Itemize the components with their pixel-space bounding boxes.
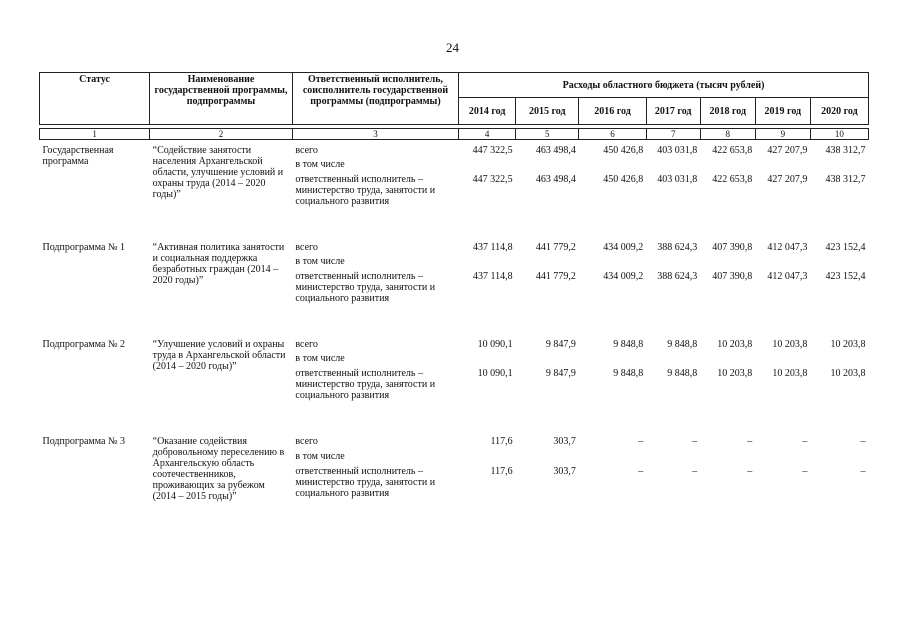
column-number: 8 xyxy=(700,129,755,140)
program-row xyxy=(40,237,869,253)
amount-total: 117,6 xyxy=(490,436,513,447)
amount-total: 9 848,8 xyxy=(613,339,644,350)
amount-responsible: 117,6 xyxy=(490,466,513,478)
amount-responsible: 388 624,3 xyxy=(657,271,698,282)
amount-total: – xyxy=(638,436,644,447)
amount-responsible: 434 009,2 xyxy=(603,271,644,282)
header-responsible: Ответственный исполнитель, соисполнитель государственной программы (подпрограммы) xyxy=(292,73,458,125)
program-row xyxy=(40,334,869,350)
amount-total: 450 426,8 xyxy=(603,145,644,156)
row-status: Государственная программа xyxy=(42,145,114,167)
header-year: 2014 год xyxy=(459,98,516,125)
amount-responsible: 10 203,8 xyxy=(717,368,753,379)
row-responsible-label: ответственный исполнитель – министерство труда, занятости и социального развития xyxy=(295,174,436,207)
header-expenses: Расходы областного бюджета (тысяч рублей) xyxy=(459,73,869,98)
row-status: Подпрограмма № 2 xyxy=(42,339,125,350)
amount-total: 9 848,8 xyxy=(667,339,698,350)
program-row xyxy=(40,431,869,448)
amount-responsible: 9 848,8 xyxy=(613,368,644,379)
row-responsible-label: ответственный исполнитель – министерство труда, занятости и социального развития xyxy=(295,368,436,401)
amount-total: – xyxy=(692,436,698,447)
row-responsible-label: ответственный исполнитель – министерство труда, занятости и социального развития xyxy=(295,271,436,304)
program-row xyxy=(40,140,869,157)
header-year: 2020 год xyxy=(810,98,868,125)
amount-total: – xyxy=(747,436,753,447)
header-year: 2019 год xyxy=(755,98,810,125)
column-number: 4 xyxy=(459,129,516,140)
amount-responsible: 10 203,8 xyxy=(772,368,808,379)
amount-responsible: 447 322,5 xyxy=(472,174,513,185)
amount-total: 441 779,2 xyxy=(535,242,576,253)
amount-responsible: 10 203,8 xyxy=(830,368,866,379)
header-program-name: Наименование государственной программы, подпрограммы xyxy=(150,73,293,125)
row-total-label: всего xyxy=(295,242,318,253)
amount-responsible: 9 847,9 xyxy=(545,368,576,379)
column-number: 9 xyxy=(755,129,810,140)
amount-total: 463 498,4 xyxy=(535,145,576,156)
amount-total: 9 847,9 xyxy=(545,339,576,350)
amount-total: 10 203,8 xyxy=(772,339,808,350)
amount-responsible: 403 031,8 xyxy=(657,174,698,185)
page-number: 24 xyxy=(446,40,459,55)
row-program-name: “Оказание содействия добровольному переселению в Архангельскую область соотечественников, проживающих за рубежом (2014 – 2015 годы)” xyxy=(152,436,285,502)
row-including-label: в том числе xyxy=(295,451,345,463)
row-total-label: всего xyxy=(295,145,318,156)
row-including-label: в том числе xyxy=(295,159,345,170)
amount-total: 423 152,4 xyxy=(825,242,866,253)
budget-table xyxy=(39,72,869,502)
amount-responsible: – xyxy=(747,466,753,478)
amount-responsible: 10 090,1 xyxy=(477,368,513,379)
amount-total: 407 390,8 xyxy=(712,242,753,253)
header-year: 2017 год xyxy=(646,98,700,125)
column-number: 6 xyxy=(579,129,646,140)
amount-total: 303,7 xyxy=(553,436,576,447)
column-number: 7 xyxy=(646,129,700,140)
column-number: 2 xyxy=(150,129,293,140)
amount-responsible: 407 390,8 xyxy=(712,271,753,282)
row-status: Подпрограмма № 3 xyxy=(42,436,125,447)
row-total-label: всего xyxy=(295,339,318,350)
column-number: 1 xyxy=(40,129,150,140)
row-total-label: всего xyxy=(295,436,318,447)
amount-total: – xyxy=(860,436,866,447)
amount-total: 447 322,5 xyxy=(472,145,513,156)
amount-total: 437 114,8 xyxy=(473,242,513,253)
amount-responsible: 438 312,7 xyxy=(825,174,866,185)
row-status: Подпрограмма № 1 xyxy=(42,242,125,253)
amount-responsible: 441 779,2 xyxy=(535,271,576,282)
header-year: 2015 год xyxy=(516,98,579,125)
amount-responsible: 423 152,4 xyxy=(825,271,866,282)
header-year: 2018 год xyxy=(700,98,755,125)
header-status: Статус xyxy=(40,73,150,125)
amount-responsible: – xyxy=(860,466,866,478)
amount-responsible: 450 426,8 xyxy=(603,174,644,185)
header-year: 2016 год xyxy=(579,98,646,125)
amount-total: – xyxy=(802,436,808,447)
row-responsible-label: ответственный исполнитель – министерство труда, занятости и социального развития xyxy=(295,466,436,500)
amount-responsible: 463 498,4 xyxy=(535,174,576,185)
amount-total: 10 203,8 xyxy=(717,339,753,350)
column-number: 3 xyxy=(292,129,458,140)
amount-total: 438 312,7 xyxy=(825,145,866,156)
amount-responsible: – xyxy=(692,466,698,478)
amount-responsible: 437 114,8 xyxy=(473,271,513,282)
amount-responsible: 9 848,8 xyxy=(667,368,698,379)
amount-total: 427 207,9 xyxy=(767,145,808,156)
amount-responsible: – xyxy=(638,466,644,478)
amount-responsible: 427 207,9 xyxy=(767,174,808,185)
amount-total: 422 653,8 xyxy=(712,145,753,156)
amount-total: 388 624,3 xyxy=(657,242,698,253)
amount-responsible: 412 047,3 xyxy=(767,271,808,282)
row-including-label: в том числе xyxy=(295,353,345,364)
row-program-name: “Содействие занятости населения Архангельской области, улучшение условий и охраны труда (2014 – 2020 годы)” xyxy=(152,145,284,200)
column-number: 10 xyxy=(810,129,868,140)
row-program-name: “Активная политика занятости и социальная поддержка безработных граждан (2014 – 2020 годы)” xyxy=(152,242,285,286)
amount-total: 434 009,2 xyxy=(603,242,644,253)
amount-responsible: 303,7 xyxy=(553,466,576,478)
row-program-name: “Улучшение условий и охраны труда в Архангельской области (2014 – 2020 годы)” xyxy=(152,339,286,372)
amount-responsible: 422 653,8 xyxy=(712,174,753,185)
amount-total: 412 047,3 xyxy=(767,242,808,253)
amount-total: 10 090,1 xyxy=(477,339,513,350)
column-number: 5 xyxy=(516,129,579,140)
amount-total: 10 203,8 xyxy=(830,339,866,350)
row-including-label: в том числе xyxy=(295,256,345,267)
amount-responsible: – xyxy=(802,466,808,478)
amount-total: 403 031,8 xyxy=(657,145,698,156)
